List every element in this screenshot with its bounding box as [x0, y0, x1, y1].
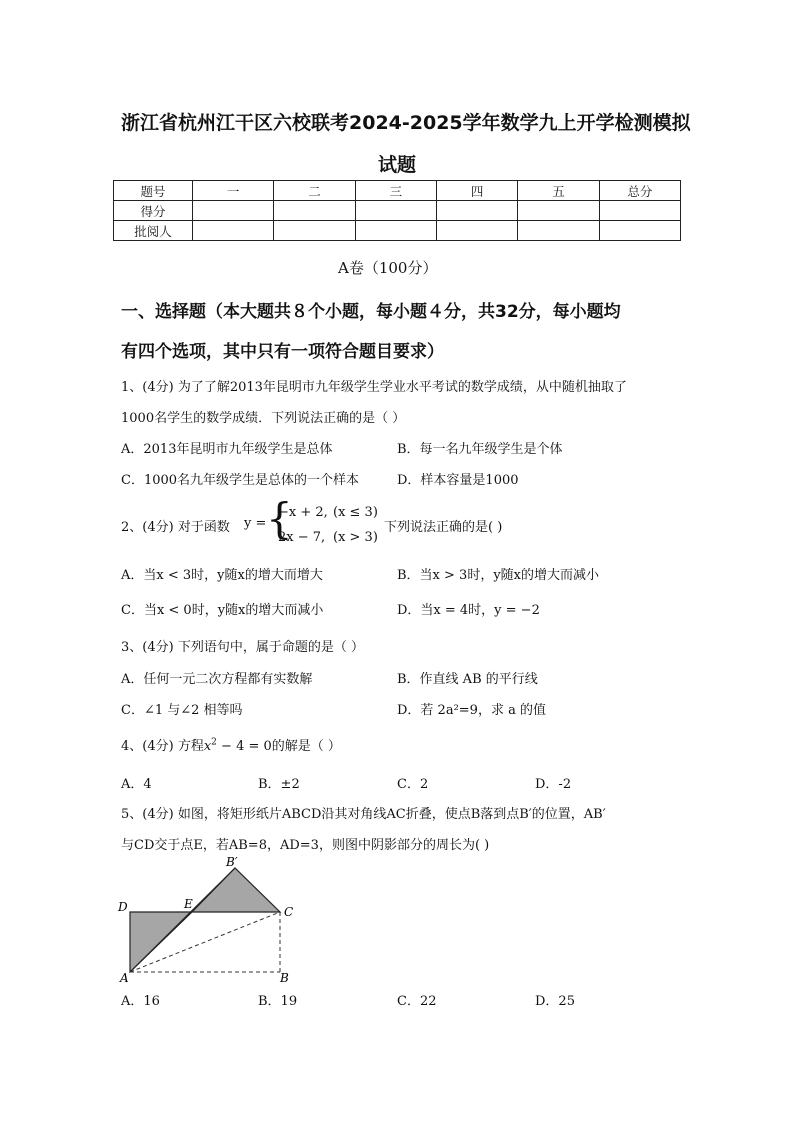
- part1-heading-line2: 有四个选项，其中只有一项符合题目要求）: [121, 342, 444, 362]
- q2-function-y: y =: [244, 516, 267, 531]
- q5-option-c: C．22: [397, 994, 437, 1009]
- shaded-triangle-eb-c: [192, 868, 280, 912]
- label-b-prime: B′: [226, 855, 238, 869]
- part1-heading-line1: 一、选择题（本大题共８个小题，每小题４分，共32分，每小题均: [121, 302, 621, 322]
- label-d: D: [118, 900, 128, 914]
- label-e: E: [184, 897, 193, 911]
- q4-option-d: D．-2: [535, 777, 572, 792]
- q4-option-a: A．4: [121, 777, 152, 792]
- q5-option-d: D．25: [535, 994, 575, 1009]
- score-cell: [274, 201, 355, 221]
- score-cell: [274, 221, 355, 241]
- q5-stem-line1: 5、(4分) 如图，将矩形纸片ABCD沿其对角线AC折叠，使点B落到点B′的位置，AB′: [121, 807, 606, 822]
- score-cell: [599, 201, 680, 221]
- score-header-cell: 总分: [599, 181, 680, 201]
- q5-folded-rectangle-figure: [110, 850, 310, 990]
- section-a-heading: A卷（100分）: [338, 259, 438, 277]
- score-header-cell: 题号: [114, 181, 193, 201]
- score-cell: [436, 201, 517, 221]
- q2-stem-prefix: 2、(4分) 对于函数: [121, 520, 230, 535]
- q3-option-a: A．任何一元二次方程都有实数解: [121, 672, 313, 687]
- q1-option-b: B．每一名九年级学生是个体: [397, 442, 563, 457]
- score-row-label: 批阅人: [114, 221, 193, 241]
- q1-option-a: A．2013年昆明市九年级学生是总体: [121, 442, 333, 457]
- q2-case2-expr: 2x − 7,: [278, 530, 326, 545]
- q4-option-c: C．2: [397, 777, 429, 792]
- q4-option-b: B．±2: [258, 777, 300, 792]
- score-row-label: 得分: [114, 201, 193, 221]
- score-header-cell: 二: [274, 181, 355, 201]
- score-cell: [599, 221, 680, 241]
- q2-case1-cond: (x ≤ 3): [333, 505, 378, 520]
- q2-option-c: C．当x < 0时，y随x的增大而减小: [121, 603, 324, 618]
- q3-option-b: B．作直线 AB 的平行线: [397, 672, 538, 687]
- q3-option-d: D．若 2a²=9，求 a 的值: [397, 703, 546, 718]
- score-cell: [355, 221, 436, 241]
- score-cell: [355, 201, 436, 221]
- q1-stem-line1: 1、(4分) 为了了解2013年昆明市九年级学生学业水平考试的数学成绩，从中随机抽取了: [121, 380, 627, 395]
- score-table-row: [114, 201, 681, 221]
- q4-equation-rest: − 4 = 0: [216, 739, 272, 754]
- score-header-cell: 三: [355, 181, 436, 201]
- q2-stem-suffix: 下列说法正确的是( ): [384, 520, 503, 535]
- label-b: B: [280, 971, 289, 985]
- q1-stem-line2: 1000名学生的数学成绩．下列说法正确的是（ ）: [121, 411, 406, 426]
- label-c: C: [284, 905, 294, 919]
- q4-equation-exp: 2: [211, 737, 217, 748]
- q4-stem-pre: 4、(4分) 方程: [121, 739, 204, 754]
- q2-option-b: B．当x > 3时，y随x的增大而减小: [397, 568, 599, 583]
- score-cell: [193, 221, 274, 241]
- q3-option-c: C．∠1 与∠2 相等吗: [121, 703, 243, 718]
- score-cell: [518, 201, 599, 221]
- q4-equation-var: x: [203, 739, 212, 754]
- score-table-row: [114, 221, 681, 241]
- q1-option-d: D．样本容量是1000: [397, 473, 519, 488]
- q5-option-b: B．19: [258, 994, 298, 1009]
- q2-option-a: A．当x < 3时，y随x的增大而增大: [121, 568, 323, 583]
- doc-title-line2: 试题: [378, 154, 417, 176]
- score-header-cell: 五: [518, 181, 599, 201]
- q2-option-d: D．当x = 4时，y = −2: [397, 603, 540, 618]
- q5-stem-line2: 与CD交于点E，若AB=8，AD=3，则图中阴影部分的周长为( ): [121, 838, 490, 853]
- q4-stem-post: 的解是（ ）: [271, 739, 341, 754]
- score-header-cell: 一: [193, 181, 274, 201]
- label-a: A: [120, 971, 129, 985]
- score-header-cell: 四: [436, 181, 517, 201]
- q2-case1-expr: −x + 2,: [278, 505, 328, 520]
- piecewise-brace: {: [266, 494, 293, 543]
- score-cell: [193, 201, 274, 221]
- doc-title-line1: 浙江省杭州江干区六校联考2024-2025学年数学九上开学检测模拟: [121, 112, 691, 134]
- score-cell: [518, 221, 599, 241]
- score-table: [113, 180, 681, 241]
- q3-stem: 3、(4分) 下列语句中，属于命题的是（ ）: [121, 640, 364, 655]
- q4-stem: [121, 735, 341, 754]
- score-cell: [436, 221, 517, 241]
- q1-option-c: C．1000名九年级学生是总体的一个样本: [121, 473, 360, 488]
- q2-case2-cond: (x > 3): [333, 530, 378, 545]
- q5-option-a: A．16: [121, 994, 160, 1009]
- score-table-header-row: [114, 181, 681, 201]
